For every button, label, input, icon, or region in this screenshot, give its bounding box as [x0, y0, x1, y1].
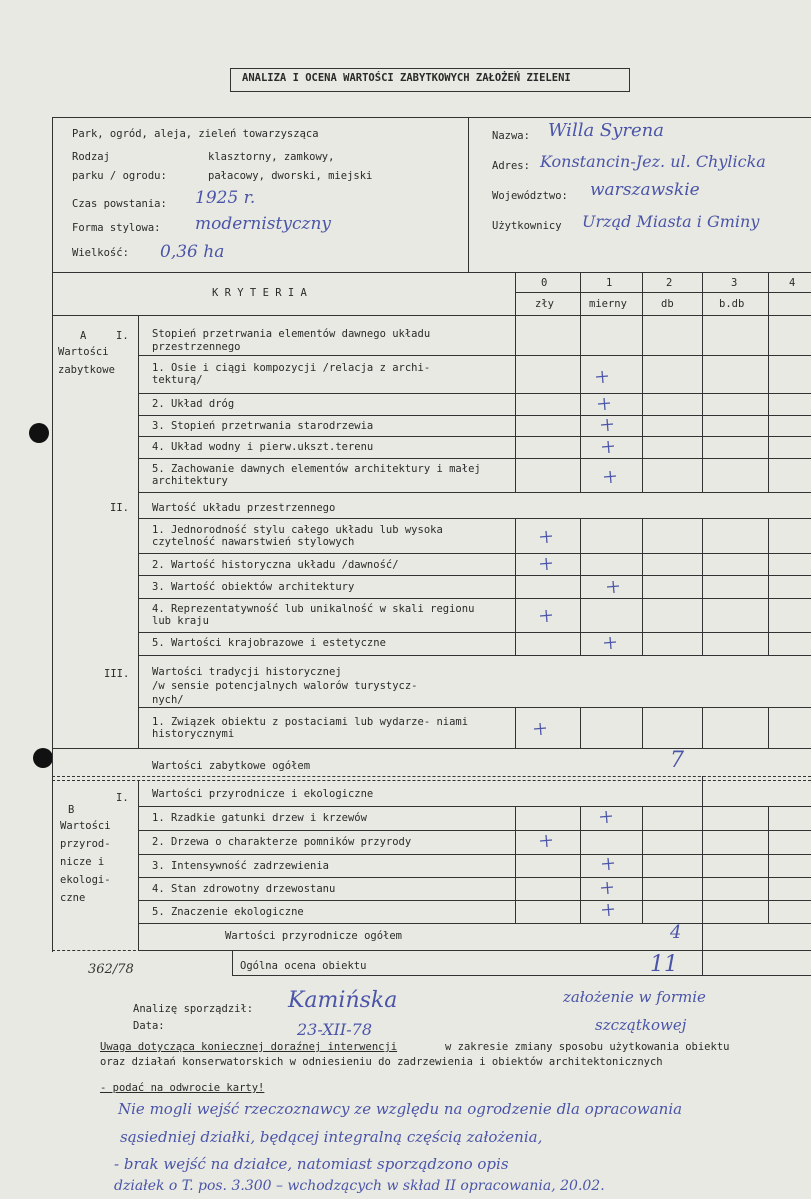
uzytkownicy-value: Urząd Miasta i Gminy: [582, 212, 760, 231]
criterion-a2-2: 2. Wartość historyczna układu /dawność/: [152, 559, 399, 571]
analize-label: Analizę sporządził:: [133, 1003, 254, 1015]
section-a-label-1: Wartości: [58, 346, 109, 358]
scale-number-0: 0: [541, 277, 548, 289]
note-line-2: sąsiedniej działki, będącej integralną częścią założenia,: [120, 1128, 543, 1146]
check-mark: [602, 441, 614, 453]
adres-value: Konstancin-Jez. ul. Chylicka: [540, 152, 766, 171]
group1-title-1: Stopień przetrwania elementów dawnego układu: [152, 328, 431, 340]
note-line-3: - brak wejść na działce, natomiast sporządzono opis: [114, 1155, 509, 1173]
uwaga-rest-3: - podać na odwrocie karty!: [100, 1082, 265, 1094]
czas-label: Czas powstania:: [72, 198, 167, 210]
criterion-a1-1: 1. Osie i ciągi kompozycji /relacja z archi- tekturą/: [152, 362, 431, 386]
scale-word-bdb: b.db: [719, 298, 745, 310]
group2-title: Wartość układu przestrzennego: [152, 502, 336, 514]
side-note-2: szczątkowej: [595, 1016, 687, 1034]
check-mark: [604, 637, 616, 649]
forma-label: Forma stylowa:: [72, 222, 161, 234]
criterion-a2-5: 5. Wartości krajobrazowe i estetyczne: [152, 637, 386, 649]
criterion-a3-1: 1. Związek obiektu z postaciami lub wydarze- niami historycznymi: [152, 716, 469, 740]
adres-label: Adres:: [492, 160, 530, 172]
check-mark: [604, 471, 616, 483]
rodzaj-label: Rodzaj: [72, 151, 110, 163]
punch-hole-bottom: [33, 748, 53, 768]
wielkosc-label: Wielkość:: [72, 247, 129, 259]
criterion-a1-4: 4. Układ wodny i pierw.ukszt.terenu: [152, 441, 374, 453]
criterion-a2-4: 4. Reprezentatywność lub unikalność w skali regionu lub kraju: [152, 603, 475, 627]
overall-value: 11: [650, 952, 678, 977]
section-b-label-4: ekologi-: [60, 874, 111, 886]
check-mark: [601, 882, 613, 894]
section-a-letter: A: [80, 330, 87, 342]
nazwa-value: Willa Syrena: [548, 120, 664, 141]
page-title: ANALIZA I OCENA WARTOŚCI ZABYTKOWYCH ZAŁOŻEŃ ZIELENI: [242, 72, 571, 84]
section-b-label-2: przyrod-: [60, 838, 111, 850]
data-value: 23-XII-78: [297, 1020, 372, 1039]
check-mark: [534, 723, 546, 735]
park-types-2: pałacowy, dworski, miejski: [208, 170, 373, 182]
uwaga-rest-1: w zakresie zmiany sposobu użytkowania obiektu: [445, 1041, 730, 1053]
object-type-line: Park, ogród, aleja, zieleń towarzysząca: [72, 128, 319, 140]
scale-number-4: 4: [789, 277, 796, 289]
check-mark: [540, 558, 552, 570]
criterion-a2-3: 3. Wartość obiektów architektury: [152, 581, 355, 593]
group3-title-1: Wartości tradycji historycznej: [152, 666, 342, 678]
scale-number-3: 3: [731, 277, 738, 289]
criterion-a2-1: 1. Jednorodność stylu całego układu lub wysoka czytelność nawarstwień stylowych: [152, 524, 443, 548]
criterion-b-4: 4. Stan zdrowotny drzewostanu: [152, 883, 336, 895]
scale-word-db: db: [661, 298, 674, 310]
scale-word-mierny: mierny: [589, 298, 627, 310]
section-b-title: Wartości przyrodnicze i ekologiczne: [152, 788, 374, 800]
group3-roman: III.: [104, 668, 130, 680]
check-mark: [598, 398, 610, 410]
criterion-b-1: 1. Rzadkie gatunki drzew i krzewów: [152, 812, 367, 824]
criterion-a1-2: 2. Układ dróg: [152, 398, 235, 410]
przyrodnicze-total-value: 4: [670, 922, 682, 943]
wielkosc-value: 0,36 ha: [160, 242, 225, 262]
scale-number-1: 1: [606, 277, 613, 289]
check-mark: [600, 811, 612, 823]
parku-label: parku / ogrodu:: [72, 170, 167, 182]
group3-title-3: nych/: [152, 694, 184, 706]
forma-value: modernistyczny: [195, 214, 331, 234]
section-b-roman: I.: [116, 792, 129, 804]
analize-signature: Kamińska: [288, 988, 398, 1013]
zabytkowe-total-label: Wartości zabytkowe ogółem: [152, 760, 311, 772]
kryteria-heading: K R Y T E R I A: [212, 287, 307, 299]
criterion-a1-3: 3. Stopień przetrwania starodrzewia: [152, 420, 374, 432]
czas-value: 1925 r.: [195, 188, 256, 208]
check-mark: [540, 531, 552, 543]
section-a-label-2: zabytkowe: [58, 364, 115, 376]
uzytkownicy-label: Użytkownicy: [492, 220, 562, 232]
group3-title-2: /w sensie potencjalnych walorów turystycz-: [152, 680, 418, 692]
criterion-b-5: 5. Znaczenie ekologiczne: [152, 906, 304, 918]
side-note-1: założenie w formie: [563, 988, 706, 1006]
check-mark: [602, 904, 614, 916]
zabytkowe-total-value: 7: [670, 748, 684, 773]
section-b-label-3: nicze i: [60, 856, 105, 868]
criterion-b-3: 3. Intensywność zadrzewienia: [152, 860, 330, 872]
check-mark: [540, 610, 552, 622]
check-mark: [596, 371, 608, 383]
criterion-b-2: 2. Drzewa o charakterze pomników przyrody: [152, 836, 412, 848]
nazwa-label: Nazwa:: [492, 130, 530, 142]
check-mark: [602, 858, 614, 870]
note-line-4: działek o T. pos. 3.300 – wchodzących w skład II opracowania, 20.02.: [114, 1178, 605, 1194]
criterion-a1-5: 5. Zachowanie dawnych elementów architektury i małej architektury: [152, 463, 481, 487]
section-b-label-5: czne: [60, 892, 86, 904]
park-types-1: klasztorny, zamkowy,: [208, 151, 335, 163]
note-line-1: Nie mogli wejść rzeczoznawcy ze względu na ogrodzenie dla opracowania: [118, 1100, 683, 1118]
group2-roman: II.: [110, 502, 129, 514]
check-mark: [607, 581, 619, 593]
przyrodnicze-total-label: Wartości przyrodnicze ogółem: [225, 930, 403, 942]
punch-hole-top: [29, 423, 49, 443]
data-label: Data:: [133, 1020, 165, 1032]
uwaga-lead: Uwaga dotycząca koniecznej doraźnej interwencji: [100, 1041, 398, 1053]
wojewodztwo-value: warszawskie: [590, 180, 700, 200]
section-b-label-1: Wartości: [60, 820, 111, 832]
section-b-letter: B: [68, 804, 75, 816]
group1-roman: I.: [116, 330, 129, 342]
uwaga-rest-2: oraz działań konserwatorskich w odniesieniu do zadrzewienia i obiektów architektonicznych: [100, 1056, 663, 1068]
document-number: 362/78: [88, 962, 134, 977]
group1-title-2: przestrzennego: [152, 341, 241, 353]
wojewodztwo-label: Województwo:: [492, 190, 568, 202]
check-mark: [601, 419, 613, 431]
overall-label: Ogólna ocena obiektu: [240, 960, 367, 972]
check-mark: [540, 835, 552, 847]
scale-word-zly: zły: [535, 298, 554, 310]
scale-number-2: 2: [666, 277, 673, 289]
